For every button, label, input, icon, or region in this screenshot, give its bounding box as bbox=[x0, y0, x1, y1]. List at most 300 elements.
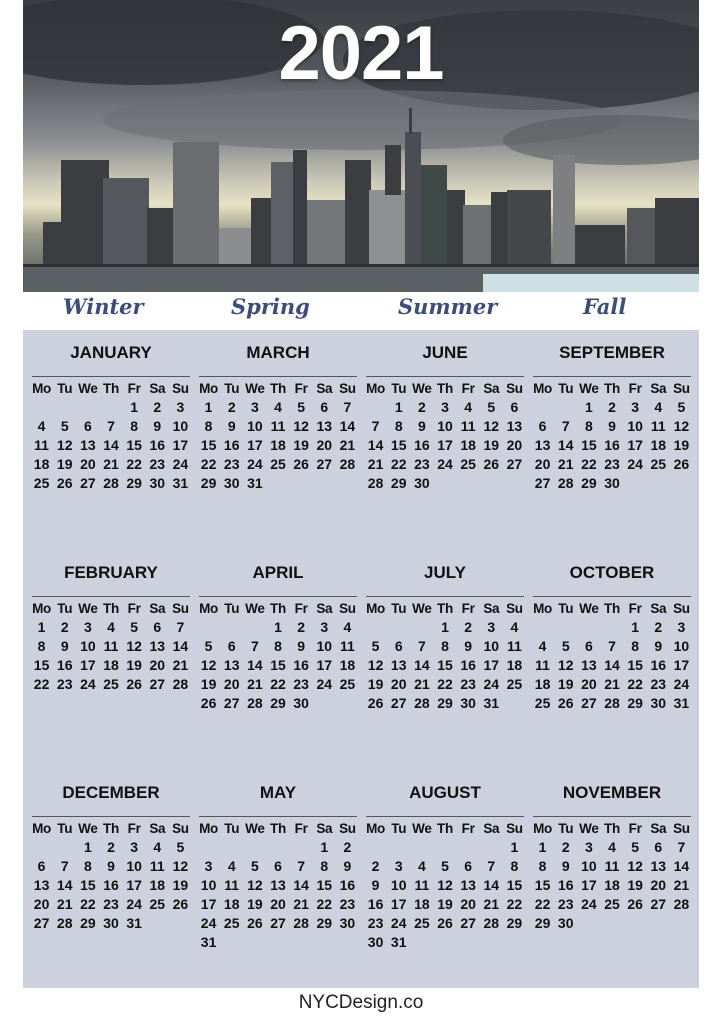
day-cell: 22 bbox=[316, 896, 333, 912]
day-cell: 21 bbox=[293, 896, 309, 912]
weekday-header: We bbox=[579, 601, 599, 616]
day-cell: 27 bbox=[316, 456, 333, 472]
empty-day bbox=[410, 618, 433, 637]
day-cell: 8 bbox=[631, 638, 640, 654]
day-cell: 29 bbox=[506, 915, 523, 931]
day-cell: 1 bbox=[274, 619, 282, 635]
weekday-header: Mo bbox=[32, 601, 52, 616]
day-cell: 27 bbox=[223, 695, 240, 711]
day-cell: 28 bbox=[414, 695, 430, 711]
day-cell: 2 bbox=[561, 839, 570, 855]
day-cell: 3 bbox=[83, 619, 92, 635]
day-cell: 26 bbox=[172, 896, 189, 912]
day-cell: 7 bbox=[297, 858, 306, 874]
day-cell: 30 bbox=[604, 475, 620, 491]
day-cell: 10 bbox=[200, 877, 217, 893]
weekday-header: Tu bbox=[558, 821, 574, 836]
day-cell: 5 bbox=[297, 399, 306, 415]
day-cell: 4 bbox=[510, 619, 519, 635]
day-cell: 14 bbox=[414, 657, 430, 673]
day-cell: 16 bbox=[650, 657, 667, 673]
day-cell: 9 bbox=[60, 638, 69, 654]
day-cell: 12 bbox=[172, 858, 189, 874]
month-divider bbox=[199, 596, 357, 597]
day-cell: 15 bbox=[627, 657, 643, 673]
day-cell: 26 bbox=[56, 475, 73, 491]
day-grid bbox=[364, 820, 526, 952]
day-cell: 10 bbox=[172, 418, 189, 434]
day-cell: 18 bbox=[223, 896, 240, 912]
weekday-header: Sa bbox=[149, 821, 166, 836]
day-cell: 20 bbox=[80, 456, 96, 472]
day-cell: 21 bbox=[172, 657, 189, 673]
weekday-header: Mo bbox=[366, 381, 386, 396]
month-divider bbox=[32, 596, 190, 597]
day-cell: 7 bbox=[417, 638, 426, 654]
day-cell: 22 bbox=[33, 676, 50, 692]
day-cell: 5 bbox=[204, 638, 213, 654]
day-cell: 29 bbox=[126, 475, 142, 491]
day-cell: 22 bbox=[627, 676, 643, 692]
day-cell: 23 bbox=[56, 676, 73, 692]
day-cell: 2 bbox=[654, 619, 663, 635]
day-cell: 29 bbox=[270, 695, 286, 711]
weekday-header: We bbox=[78, 601, 98, 616]
day-cell: 7 bbox=[60, 858, 69, 874]
day-cell: 2 bbox=[343, 839, 352, 855]
weekday-header: Tu bbox=[391, 381, 407, 396]
empty-day bbox=[53, 838, 76, 857]
month-march bbox=[197, 340, 359, 493]
month-name: AUGUST bbox=[409, 783, 481, 802]
weekday-header: Fr bbox=[628, 601, 642, 616]
day-cell: 9 bbox=[417, 418, 426, 434]
day-cell: 4 bbox=[538, 638, 547, 654]
day-cell: 21 bbox=[56, 896, 73, 912]
day-cell: 7 bbox=[677, 839, 686, 855]
day-cell: 1 bbox=[538, 839, 547, 855]
day-cell: 18 bbox=[414, 896, 430, 912]
day-cell: 7 bbox=[343, 399, 352, 415]
day-cell: 1 bbox=[394, 399, 403, 415]
day-cell: 20 bbox=[650, 877, 667, 893]
day-cell: 17 bbox=[673, 657, 690, 673]
day-cell: 8 bbox=[37, 638, 46, 654]
day-cell: 19 bbox=[367, 676, 384, 692]
day-cell: 14 bbox=[56, 877, 73, 893]
weekday-header: Fr bbox=[628, 381, 642, 396]
weekday-header: We bbox=[412, 821, 432, 836]
day-cell: 4 bbox=[227, 858, 236, 874]
empty-day bbox=[243, 838, 266, 857]
day-cell: 21 bbox=[367, 456, 384, 472]
day-cell: 4 bbox=[153, 839, 162, 855]
weekday-header: We bbox=[78, 381, 98, 396]
day-cell: 4 bbox=[654, 399, 663, 415]
day-cell: 17 bbox=[172, 437, 189, 453]
day-cell: 30 bbox=[149, 475, 166, 491]
day-cell: 11 bbox=[103, 638, 119, 654]
day-cell: 15 bbox=[200, 437, 217, 453]
month-divider bbox=[533, 816, 691, 817]
month-divider bbox=[366, 596, 524, 597]
weekday-header: Fr bbox=[127, 821, 141, 836]
weekday-header: Tu bbox=[57, 601, 73, 616]
day-cell: 20 bbox=[390, 676, 407, 692]
day-cell: 26 bbox=[673, 456, 690, 472]
month-june bbox=[364, 340, 526, 493]
weekday-header: Th bbox=[437, 601, 453, 616]
empty-day bbox=[290, 838, 313, 857]
empty-day bbox=[577, 618, 600, 637]
day-cell: 24 bbox=[200, 915, 217, 931]
day-cell: 18 bbox=[650, 437, 667, 453]
empty-day bbox=[600, 618, 623, 637]
weekday-header: Tu bbox=[224, 601, 240, 616]
month-name: APRIL bbox=[252, 563, 304, 582]
day-cell: 14 bbox=[339, 418, 356, 434]
day-cell: 23 bbox=[339, 896, 356, 912]
weekday-header: Th bbox=[437, 821, 453, 836]
weekday-header: Mo bbox=[199, 381, 219, 396]
day-cell: 22 bbox=[390, 456, 407, 472]
empty-day bbox=[30, 838, 53, 857]
day-cell: 25 bbox=[460, 456, 476, 472]
day-cell: 7 bbox=[608, 638, 616, 654]
weekday-header: Su bbox=[673, 821, 690, 836]
month-divider bbox=[366, 816, 524, 817]
day-cell: 28 bbox=[339, 456, 356, 472]
day-cell: 23 bbox=[414, 456, 430, 472]
day-cell: 14 bbox=[103, 437, 119, 453]
day-cell: 12 bbox=[293, 418, 309, 434]
day-cell: 14 bbox=[367, 437, 384, 453]
day-cell: 27 bbox=[270, 915, 286, 931]
weekday-header: Th bbox=[103, 601, 119, 616]
weekday-header: Mo bbox=[533, 381, 553, 396]
weekday-header: Tu bbox=[558, 601, 574, 616]
day-cell: 28 bbox=[604, 695, 620, 711]
day-cell: 3 bbox=[250, 399, 259, 415]
empty-day bbox=[220, 618, 243, 637]
month-divider bbox=[32, 816, 190, 817]
day-cell: 16 bbox=[604, 437, 620, 453]
weekday-header: Tu bbox=[391, 821, 407, 836]
day-cell: 18 bbox=[33, 456, 50, 472]
day-cell: 5 bbox=[60, 418, 69, 434]
day-cell: 18 bbox=[534, 676, 551, 692]
day-cell: 28 bbox=[557, 475, 574, 491]
day-cell: 29 bbox=[316, 915, 333, 931]
day-cell: 11 bbox=[650, 418, 666, 434]
day-cell: 3 bbox=[584, 839, 593, 855]
day-cell: 29 bbox=[390, 475, 407, 491]
day-cell: 9 bbox=[371, 877, 380, 893]
month-january bbox=[30, 340, 192, 493]
weekday-header: Fr bbox=[461, 821, 475, 836]
day-cell: 21 bbox=[339, 437, 356, 453]
month-divider bbox=[199, 816, 357, 817]
day-cell: 6 bbox=[274, 858, 282, 874]
day-cell: 15 bbox=[534, 877, 551, 893]
day-cell: 6 bbox=[83, 418, 92, 434]
day-cell: 1 bbox=[320, 839, 329, 855]
day-cell: 1 bbox=[584, 399, 593, 415]
day-cell: 15 bbox=[581, 437, 597, 453]
day-cell: 10 bbox=[673, 638, 690, 654]
day-cell: 15 bbox=[390, 437, 407, 453]
weekday-header: Tu bbox=[57, 821, 73, 836]
day-cell: 9 bbox=[654, 638, 663, 654]
day-cell: 23 bbox=[557, 896, 574, 912]
month-name: SEPTEMBER bbox=[559, 343, 665, 362]
day-cell: 22 bbox=[581, 456, 597, 472]
day-cell: 10 bbox=[437, 418, 453, 434]
day-cell: 16 bbox=[56, 657, 73, 673]
day-cell: 10 bbox=[247, 418, 263, 434]
day-cell: 27 bbox=[650, 896, 667, 912]
weekday-header: Sa bbox=[149, 381, 166, 396]
day-cell: 6 bbox=[464, 858, 473, 874]
day-cell: 24 bbox=[627, 456, 643, 472]
day-cell: 30 bbox=[223, 475, 240, 491]
season-summer: Summer bbox=[398, 294, 498, 319]
day-cell: 18 bbox=[604, 877, 620, 893]
day-cell: 9 bbox=[297, 638, 306, 654]
day-cell: 6 bbox=[538, 418, 547, 434]
weekday-header: Fr bbox=[127, 601, 141, 616]
day-cell: 10 bbox=[80, 638, 96, 654]
day-cell: 7 bbox=[561, 418, 570, 434]
day-cell: 6 bbox=[584, 638, 593, 654]
empty-day bbox=[433, 838, 456, 857]
month-august bbox=[364, 780, 526, 952]
day-cell: 12 bbox=[557, 657, 574, 673]
day-grid bbox=[30, 820, 192, 933]
weekday-header: Th bbox=[604, 381, 620, 396]
day-cell: 25 bbox=[414, 915, 430, 931]
month-divider bbox=[533, 376, 691, 377]
day-cell: 15 bbox=[437, 657, 453, 673]
day-cell: 2 bbox=[227, 399, 236, 415]
day-cell: 13 bbox=[149, 638, 166, 654]
empty-day bbox=[554, 398, 577, 417]
month-november bbox=[531, 780, 693, 933]
day-cell: 22 bbox=[506, 896, 523, 912]
day-cell: 15 bbox=[506, 877, 523, 893]
day-cell: 2 bbox=[107, 839, 115, 855]
day-cell: 2 bbox=[371, 858, 380, 874]
day-cell: 24 bbox=[80, 676, 96, 692]
month-name: OCTOBER bbox=[569, 563, 655, 582]
day-cell: 8 bbox=[83, 858, 92, 874]
weekday-header: Sa bbox=[483, 821, 500, 836]
weekday-header: We bbox=[245, 381, 265, 396]
day-cell: 15 bbox=[33, 657, 50, 673]
skyline-photo bbox=[23, 0, 699, 292]
day-cell: 20 bbox=[581, 676, 597, 692]
day-cell: 8 bbox=[394, 418, 403, 434]
day-cell: 22 bbox=[534, 896, 551, 912]
day-cell: 31 bbox=[673, 695, 690, 711]
day-cell: 20 bbox=[149, 657, 166, 673]
day-cell: 27 bbox=[506, 456, 523, 472]
day-cell: 14 bbox=[673, 858, 690, 874]
day-cell: 21 bbox=[247, 676, 263, 692]
day-cell: 5 bbox=[130, 619, 139, 635]
day-cell: 23 bbox=[149, 456, 166, 472]
weekday-header: Fr bbox=[628, 821, 642, 836]
day-cell: 18 bbox=[506, 657, 523, 673]
day-cell: 5 bbox=[371, 638, 380, 654]
day-cell: 29 bbox=[80, 915, 96, 931]
month-divider bbox=[366, 376, 524, 377]
weekday-header: Mo bbox=[199, 821, 219, 836]
day-cell: 28 bbox=[483, 915, 500, 931]
season-fall: Fall bbox=[583, 294, 627, 319]
weekday-header: Fr bbox=[294, 381, 308, 396]
day-cell: 10 bbox=[627, 418, 643, 434]
day-cell: 19 bbox=[247, 896, 263, 912]
day-cell: 24 bbox=[247, 456, 263, 472]
weekday-header: Su bbox=[506, 381, 523, 396]
weekday-header: Tu bbox=[57, 381, 73, 396]
weekday-header: Su bbox=[506, 601, 523, 616]
day-cell: 6 bbox=[153, 619, 162, 635]
weekday-header: Mo bbox=[533, 821, 553, 836]
day-cell: 29 bbox=[581, 475, 597, 491]
weekday-header: Th bbox=[270, 821, 286, 836]
month-july bbox=[364, 560, 526, 713]
day-cell: 1 bbox=[510, 839, 519, 855]
day-cell: 2 bbox=[608, 399, 616, 415]
empty-day bbox=[53, 398, 76, 417]
weekday-header: Su bbox=[673, 601, 690, 616]
day-cell: 24 bbox=[126, 896, 142, 912]
day-cell: 15 bbox=[126, 437, 142, 453]
day-cell: 16 bbox=[460, 657, 476, 673]
weekday-header: Sa bbox=[483, 601, 500, 616]
day-cell: 27 bbox=[581, 695, 597, 711]
day-cell: 18 bbox=[270, 437, 286, 453]
day-cell: 30 bbox=[367, 934, 384, 950]
day-cell: 10 bbox=[581, 858, 597, 874]
empty-day bbox=[364, 398, 387, 417]
day-cell: 22 bbox=[80, 896, 96, 912]
day-cell: 11 bbox=[460, 418, 476, 434]
day-cell: 20 bbox=[270, 896, 286, 912]
month-name: FEBRUARY bbox=[64, 563, 158, 582]
day-cell: 21 bbox=[103, 456, 119, 472]
weekday-header: Fr bbox=[461, 381, 475, 396]
weekday-header: We bbox=[579, 381, 599, 396]
day-cell: 11 bbox=[149, 858, 165, 874]
day-cell: 15 bbox=[316, 877, 333, 893]
day-grid bbox=[364, 600, 526, 713]
day-cell: 25 bbox=[270, 456, 286, 472]
calendar-panel bbox=[23, 330, 699, 988]
day-cell: 2 bbox=[297, 619, 306, 635]
weekday-header: Su bbox=[172, 381, 189, 396]
weekday-header: Tu bbox=[224, 821, 240, 836]
weekday-header: Fr bbox=[294, 821, 308, 836]
day-cell: 22 bbox=[270, 676, 286, 692]
weekday-header: Fr bbox=[294, 601, 308, 616]
day-cell: 17 bbox=[200, 896, 217, 912]
day-cell: 18 bbox=[149, 877, 166, 893]
day-cell: 3 bbox=[631, 399, 640, 415]
day-cell: 20 bbox=[534, 456, 551, 472]
day-cell: 9 bbox=[153, 418, 162, 434]
day-cell: 11 bbox=[604, 858, 620, 874]
weekday-header: Su bbox=[339, 381, 356, 396]
day-cell: 31 bbox=[247, 475, 263, 491]
month-divider bbox=[533, 596, 691, 597]
day-cell: 9 bbox=[227, 418, 236, 434]
month-name: NOVEMBER bbox=[562, 783, 662, 802]
day-cell: 8 bbox=[320, 858, 329, 874]
weekday-header: Th bbox=[604, 601, 620, 616]
weekday-header: Su bbox=[506, 821, 523, 836]
weekday-header: Sa bbox=[316, 381, 333, 396]
month-february bbox=[30, 560, 192, 694]
day-cell: 13 bbox=[270, 877, 286, 893]
day-cell: 22 bbox=[126, 456, 142, 472]
day-cell: 24 bbox=[390, 915, 407, 931]
day-cell: 13 bbox=[80, 437, 96, 453]
day-cell: 10 bbox=[390, 877, 407, 893]
day-grid bbox=[197, 820, 359, 952]
day-cell: 19 bbox=[627, 877, 643, 893]
empty-day bbox=[364, 838, 387, 857]
weekday-header: Sa bbox=[149, 601, 166, 616]
day-cell: 9 bbox=[464, 638, 473, 654]
day-cell: 30 bbox=[557, 915, 574, 931]
day-cell: 17 bbox=[437, 437, 453, 453]
weekday-header: Su bbox=[673, 381, 690, 396]
day-cell: 19 bbox=[126, 657, 142, 673]
weekday-header: Th bbox=[103, 821, 119, 836]
day-cell: 20 bbox=[33, 896, 50, 912]
day-cell: 11 bbox=[224, 877, 240, 893]
empty-day bbox=[197, 838, 220, 857]
day-cell: 4 bbox=[343, 619, 352, 635]
day-cell: 26 bbox=[126, 676, 142, 692]
day-grid bbox=[30, 380, 192, 493]
weekday-header: Fr bbox=[461, 601, 475, 616]
day-cell: 21 bbox=[414, 676, 430, 692]
day-cell: 28 bbox=[367, 475, 384, 491]
day-cell: 21 bbox=[604, 676, 620, 692]
day-cell: 19 bbox=[172, 877, 189, 893]
day-cell: 7 bbox=[371, 418, 380, 434]
day-cell: 12 bbox=[483, 418, 500, 434]
weekday-header: We bbox=[78, 821, 98, 836]
empty-day bbox=[457, 838, 480, 857]
weekday-header: We bbox=[579, 821, 599, 836]
day-cell: 26 bbox=[437, 915, 453, 931]
day-cell: 13 bbox=[33, 877, 50, 893]
month-divider bbox=[32, 376, 190, 377]
day-cell: 17 bbox=[483, 657, 500, 673]
day-cell: 1 bbox=[441, 619, 449, 635]
day-grid bbox=[197, 600, 359, 713]
day-cell: 14 bbox=[293, 877, 309, 893]
day-cell: 30 bbox=[339, 915, 356, 931]
day-cell: 6 bbox=[394, 638, 403, 654]
weekday-header: Mo bbox=[533, 601, 553, 616]
day-cell: 12 bbox=[126, 638, 142, 654]
